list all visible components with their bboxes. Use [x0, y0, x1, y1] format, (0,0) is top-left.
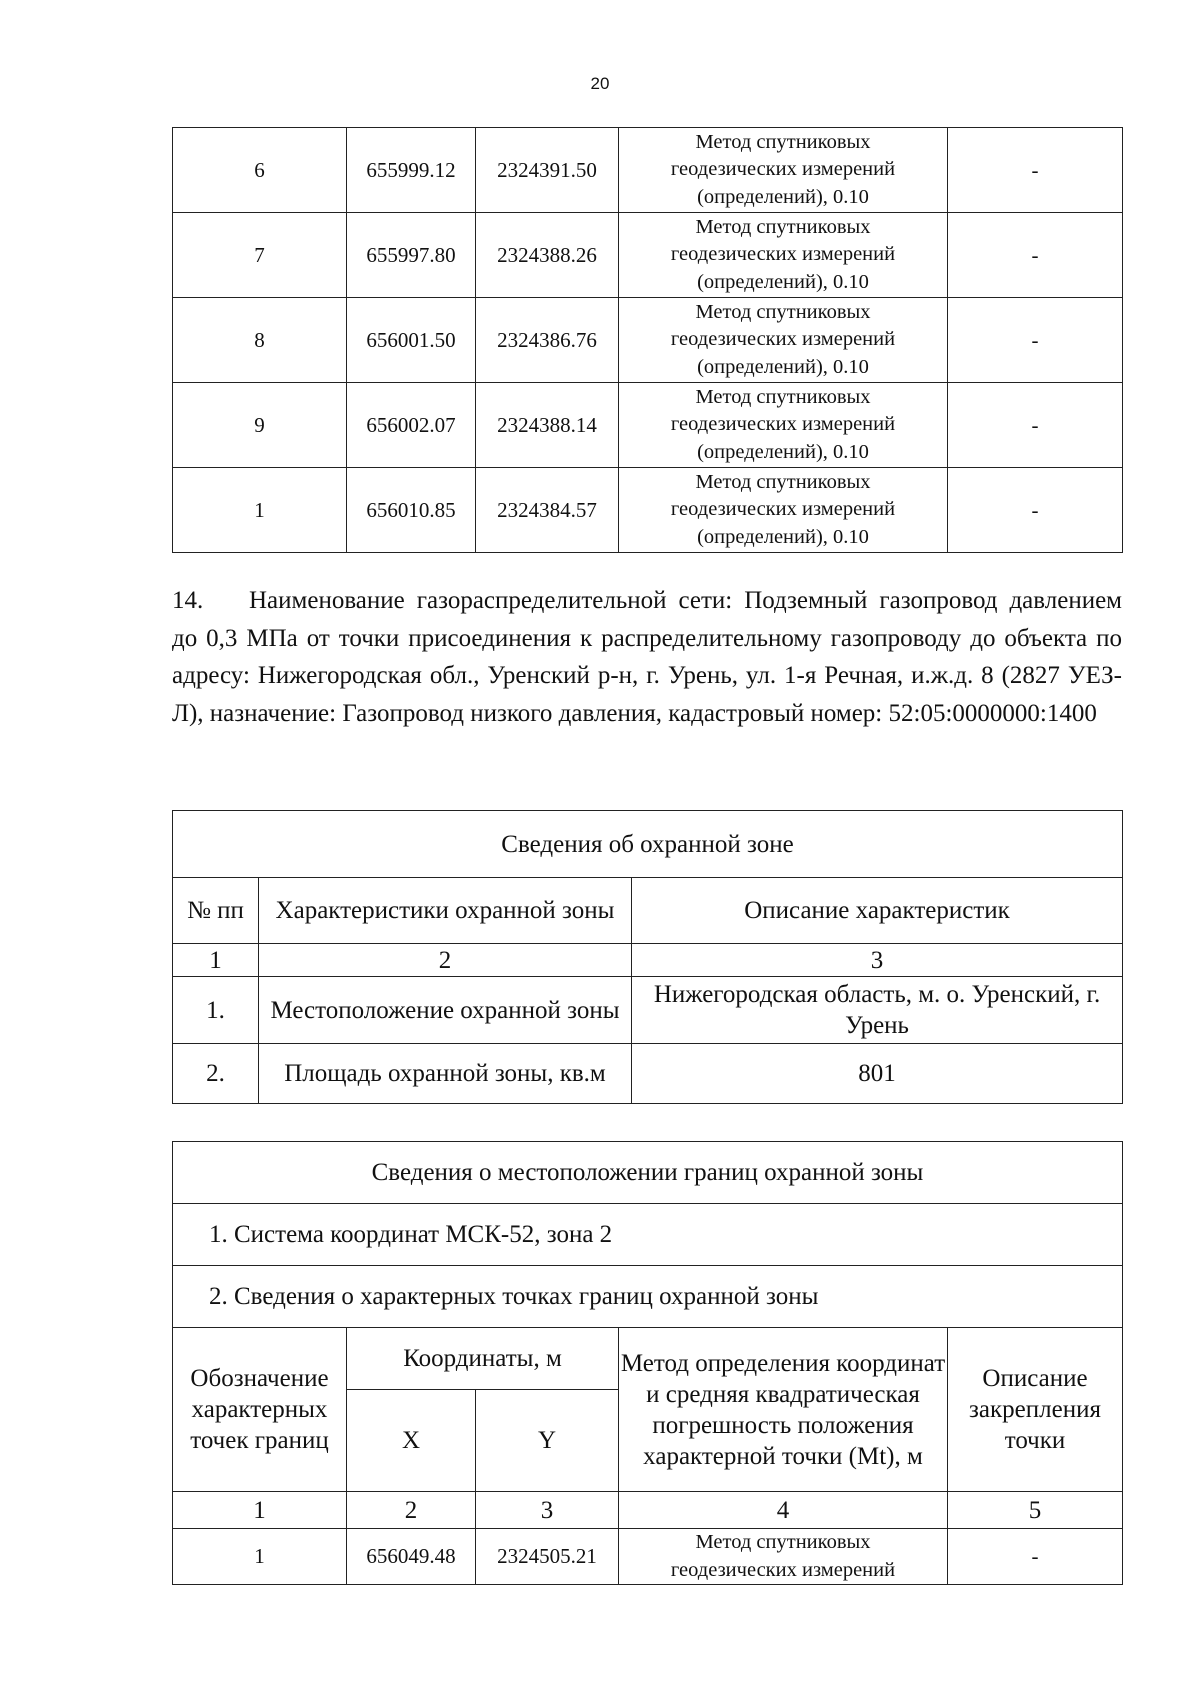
coordinates-table-continued [172, 127, 1123, 553]
method-line: (определений), 0.10 [697, 440, 869, 463]
section-14-paragraph [172, 582, 1122, 732]
method-line: геодезических измерений [670, 498, 896, 521]
point-method [619, 298, 948, 383]
table-row [173, 213, 1123, 298]
x-header: X [347, 1390, 476, 1492]
point-number: 9 [173, 383, 347, 468]
col-number-header: № пп [173, 878, 259, 944]
y-header: Y [476, 1390, 619, 1492]
index-cell: 2 [259, 944, 632, 977]
page-number: 20 [590, 74, 610, 93]
method-line: (определений), 0.10 [697, 185, 869, 208]
index-cell: 1 [173, 1492, 347, 1529]
point-y: 2324384.57 [476, 468, 619, 553]
fixation-header: Описание закрепления точки [948, 1328, 1123, 1492]
point-method [619, 213, 948, 298]
point-method [619, 128, 948, 213]
point-y: 2324386.76 [476, 298, 619, 383]
point-description: - [948, 298, 1123, 383]
row-name: Площадь охранной зоны, кв.м [259, 1044, 632, 1104]
coordinates-header: Координаты, м [347, 1328, 619, 1390]
table-row [173, 468, 1123, 553]
method-line: (определений), 0.10 [697, 270, 869, 293]
protection-zone-table [172, 810, 1123, 1104]
point-description: - [948, 128, 1123, 213]
point-y: 2324388.14 [476, 383, 619, 468]
point-x: 655997.80 [347, 213, 476, 298]
method-line: Метод спутниковых [695, 300, 871, 323]
section-text: Наименование газораспределительной сети: Подземный газопровод давлением до 0,3 МПа от точки присоединения к распределительному газопроводу до объекта по адресу: Нижегородская обл., Уренский р-н, г. Урень, ул. 1-я Речная, и.ж.д. 8 (2827 УЕЗ-Л), назначение: Газопровод низкого давления, кадастровый номер: 52:05:0000000:1400 [172, 587, 1122, 727]
point-x: 656002.07 [347, 383, 476, 468]
boundary-table-title: Сведения о местоположении границ охранной зоны [173, 1142, 1123, 1204]
coordinate-system: 1. Система координат МСК-52, зона 2 [173, 1204, 1123, 1266]
point-description: - [948, 383, 1123, 468]
method-line: геодезических измерений [670, 158, 896, 181]
point-x: 656049.48 [347, 1529, 476, 1585]
point-y: 2324388.26 [476, 213, 619, 298]
method-line: геодезических измерений [670, 1558, 896, 1581]
method-line: Метод спутниковых [695, 130, 871, 153]
method-line: (определений), 0.10 [697, 525, 869, 548]
index-cell: 2 [347, 1492, 476, 1529]
point-method [619, 1529, 948, 1585]
index-cell: 3 [632, 944, 1123, 977]
point-description: - [948, 213, 1123, 298]
point-number: 6 [173, 128, 347, 213]
point-number: 1 [173, 468, 347, 553]
table-row [173, 298, 1123, 383]
index-cell: 4 [619, 1492, 948, 1529]
zone-table-title: Сведения об охранной зоне [173, 811, 1123, 878]
col-characteristics-header: Характеристики охранной зоны [259, 878, 632, 944]
row-value: 801 [632, 1044, 1123, 1104]
method-line: геодезических измерений [670, 243, 896, 266]
point-number: 7 [173, 213, 347, 298]
method-line: Метод спутниковых [695, 385, 871, 408]
row-value: Нижегородская область, м. о. Уренский, г. Урень [632, 977, 1123, 1044]
method-line: Метод спутниковых [695, 215, 871, 238]
table-row [173, 383, 1123, 468]
point-method [619, 468, 948, 553]
point-method [619, 383, 948, 468]
section-number: 14. [172, 587, 204, 614]
points-title: 2. Сведения о характерных точках границ охранной зоны [173, 1266, 1123, 1328]
method-line: геодезических измерений [670, 328, 896, 351]
point-number: 8 [173, 298, 347, 383]
index-cell: 3 [476, 1492, 619, 1529]
point-description: - [948, 468, 1123, 553]
method-line: Метод спутниковых [695, 1531, 871, 1553]
table-row [173, 128, 1123, 213]
method-line: Метод спутниковых [695, 470, 871, 493]
index-cell: 5 [948, 1492, 1123, 1529]
designation-header: Обозначение характерных точек границ [173, 1328, 347, 1492]
row-number: 1. [173, 977, 259, 1044]
point-description: - [948, 1529, 1123, 1585]
method-line: геодезических измерений [670, 413, 896, 436]
method-line: (определений), 0.10 [697, 355, 869, 378]
col-description-header: Описание характеристик [632, 878, 1123, 944]
row-name: Местоположение охранной зоны [259, 977, 632, 1044]
point-y: 2324391.50 [476, 128, 619, 213]
row-number: 2. [173, 1044, 259, 1104]
point-x: 655999.12 [347, 128, 476, 213]
point-number: 1 [173, 1529, 347, 1585]
index-cell: 1 [173, 944, 259, 977]
boundary-points-table [172, 1141, 1123, 1585]
point-x: 656001.50 [347, 298, 476, 383]
point-y: 2324505.21 [476, 1529, 619, 1585]
point-x: 656010.85 [347, 468, 476, 553]
method-header: Метод определения координат и средняя квадратическая погрешность положения характерной точки (Mt), м [619, 1328, 948, 1492]
